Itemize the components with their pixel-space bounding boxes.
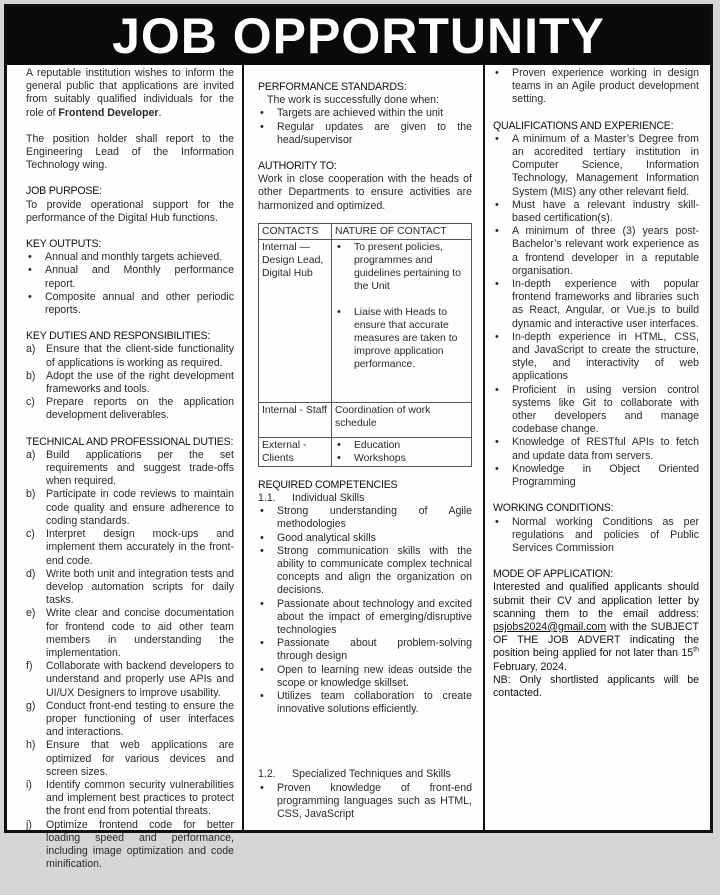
list-item: • Strong understanding of Agile methodologies — [258, 505, 472, 531]
list-item: • Proven knowledge of front-end programming languages such as HTML, CSS, JavaScript — [258, 782, 472, 822]
list-item: • Workshops — [335, 452, 468, 465]
column-divider-left — [242, 65, 244, 831]
email-link[interactable]: psjobs2024@gmail.com — [493, 620, 607, 633]
list-item: • To present policies, programmes and guidelines pertaining to the Unit — [335, 241, 468, 293]
column-middle — [258, 81, 472, 821]
specialized-skills-continued — [493, 67, 699, 107]
key-duties-heading: KEY DUTIES AND RESPONSIBILITIES: — [26, 330, 211, 343]
list-item: • Normal working Conditions as per regulations and policies of Public Services Commission — [493, 516, 699, 556]
list-item: • Education — [335, 439, 468, 452]
list-item: • Knowledge in Object Oriented Programming — [493, 463, 699, 489]
role-title: Frontend Developer — [58, 106, 159, 119]
specialized-skills-list — [258, 782, 472, 822]
column-left — [26, 67, 234, 871]
list-item: • Proficient in using version control systems like Git to collaborate with other developers and manage codebase change. — [493, 384, 699, 437]
column-divider-right — [483, 65, 485, 831]
required-competencies-heading: REQUIRED COMPETENCIES — [258, 478, 398, 491]
contacts-table — [258, 223, 472, 467]
list-item: • Must have a relevant industry skill-based certification(s). — [493, 199, 699, 225]
authority-heading: AUTHORITY TO: — [258, 160, 337, 173]
list-item: • In-depth experience in HTML, CSS, and JavaScript to create the structure, style, and interactivity of web applications — [493, 331, 699, 384]
intro-paragraph: A reputable institution wishes to inform the general public that applications are invited from suitably qualified individuals for the role of Frontend Developer. — [26, 67, 234, 119]
qualifications-heading: QUALIFICATIONS AND EXPERIENCE: — [493, 119, 674, 132]
list-item: d) Write both unit and integration tests and develop automation scripts for daily tasks. — [26, 567, 234, 607]
nature-cell: Coordination of work schedule — [332, 402, 472, 437]
list-item: • Annual and monthly targets achieved. — [26, 251, 234, 264]
list-item: i) Identify common security vulnerabilities and implement best practices to protect the front end from potential threats. — [26, 778, 234, 818]
list-item: b) Adopt the use of the right development frameworks and tools. — [26, 369, 234, 396]
list-item: b) Participate in code reviews to maintain code quality and ensure adherence to coding standards. — [26, 488, 234, 527]
table-row — [259, 239, 472, 402]
individual-skills-list — [258, 505, 472, 716]
list-item: j) Optimize frontend code for better loading speed and performance, including image optimization and code minification. — [26, 818, 234, 871]
contact-cell: Internal - Staff — [259, 402, 332, 437]
contact-cell: External - Clients — [259, 437, 332, 466]
column-header: NATURE OF CONTACT — [332, 223, 472, 239]
working-conditions-list — [493, 516, 699, 556]
key-outputs-heading: KEY OUTPUTS: — [26, 238, 102, 251]
performance-standards-heading: PERFORMANCE STANDARDS: — [258, 81, 407, 93]
nature-cell — [332, 437, 472, 466]
list-item: • Regular updates are given to the head/supervisor — [258, 121, 472, 147]
page-title: JOB OPPORTUNITY — [7, 7, 710, 65]
mode-of-application-text: Interested and qualified applicants should submit their CV and application letter by scanning them to the email address: psjobs2024@gmail.com with the SUBJECT OF THE JOB ADVERT indicating the position being applied for not later than 15th February, 2024. — [493, 581, 699, 673]
list-item: • Strong communication skills with the ability to communicate complex technical concepts and align the organization on decisions. — [258, 545, 472, 598]
list-item: • Open to learning new ideas outside the scope or knowledge skillset. — [258, 664, 472, 690]
list-item: • Liaise with Heads to ensure that accurate measures are taken to improve application performance. — [335, 306, 468, 371]
authority-text: Work in close cooperation with the heads of other Departments to ensure activities are harmonized and optimized. — [258, 173, 472, 212]
list-item: c) Prepare reports on the application development deliverables. — [26, 396, 234, 422]
reporting-paragraph: The position holder shall report to the Engineering Lead of the Information Technology wing. — [26, 132, 234, 172]
list-item: • Proven experience working in design teams in an Agile product development setting. — [493, 67, 699, 107]
nature-cell — [332, 239, 472, 402]
technical-duties-list — [26, 449, 234, 872]
working-conditions-heading: WORKING CONDITIONS: — [493, 502, 614, 515]
list-item: • Passionate about technology and excited about the impact of emerging/disruptive technologies — [258, 598, 472, 638]
nb-note: NB: Only shortlisted applicants will be contacted. — [493, 673, 699, 699]
mode-of-application-heading: MODE OF APPLICATION: — [493, 568, 614, 581]
list-item: • A minimum of three (3) years post-Bachelor’s relevant work experience as a frontend developer in a reputable organisation. — [493, 225, 699, 278]
list-item: • Annual and Monthly performance report. — [26, 264, 234, 290]
list-item: g) Conduct front-end testing to ensure the proper functioning of user interfaces and interactions. — [26, 699, 234, 739]
list-item: c) Interpret design mock-ups and implement them accurately in the front-end code. — [26, 528, 234, 567]
performance-standards-list — [258, 107, 472, 147]
table-row — [259, 437, 472, 466]
list-item: h) Ensure that web applications are optimized for various devices and screen sizes. — [26, 739, 234, 778]
key-outputs-list — [26, 251, 234, 317]
individual-skills-heading: 1.1. Individual Skills — [258, 492, 365, 505]
list-item: • Composite annual and other periodic reports. — [26, 291, 234, 317]
list-item: • Targets are achieved within the unit — [258, 107, 472, 120]
list-item: • A minimum of a Master’s Degree from an accredited tertiary institution in Computer Science, Information Technology, Management Information System (MIS) any other relevant field. — [493, 133, 699, 199]
list-item: • Utilizes team collaboration to create innovative solutions efficiently. — [258, 690, 472, 716]
technical-duties-heading: TECHNICAL AND PROFESSIONAL DUTIES: — [26, 435, 234, 448]
contact-cell: Internal — Design Lead, Digital Hub — [259, 239, 332, 402]
specialized-skills-heading: 1.2. Specialized Techniques and Skills — [258, 768, 451, 781]
table-row — [259, 402, 472, 437]
qualifications-list — [493, 133, 699, 489]
job-purpose-text: To provide operational support for the performance of the Digital Hub functions. — [26, 198, 234, 224]
list-item: • Knowledge of RESTful APIs to fetch and update data from servers. — [493, 436, 699, 462]
list-item: a) Build applications per the set requirements and suggest trade-offs when required. — [26, 448, 234, 488]
list-item: e) Write clear and concise documentation for frontend code to aid other team members in understanding the implementation. — [26, 607, 234, 659]
job-advert-sheet — [4, 4, 713, 871]
list-item: a) Ensure that the client-side functionality of applications is working as required. — [26, 343, 234, 369]
key-duties-list — [26, 343, 234, 422]
list-item: f) Collaborate with backend developers to understand and properly use APIs and UI/UX Designers to improve usability. — [26, 660, 234, 699]
list-item: • Good analytical skills — [258, 532, 472, 545]
job-purpose-heading: JOB PURPOSE: — [26, 185, 102, 198]
column-right — [493, 67, 699, 700]
list-item: • In-depth experience with popular frontend frameworks and libraries such as React, Angular, or Vue.js to build dynamic and interactive user interfaces. — [493, 278, 699, 331]
list-item: • Passionate about problem-solving through design — [258, 637, 472, 663]
table-header-row — [259, 223, 472, 239]
column-header: CONTACTS — [259, 223, 332, 239]
performance-standards-lead: The work is successfully done when: — [267, 94, 439, 107]
